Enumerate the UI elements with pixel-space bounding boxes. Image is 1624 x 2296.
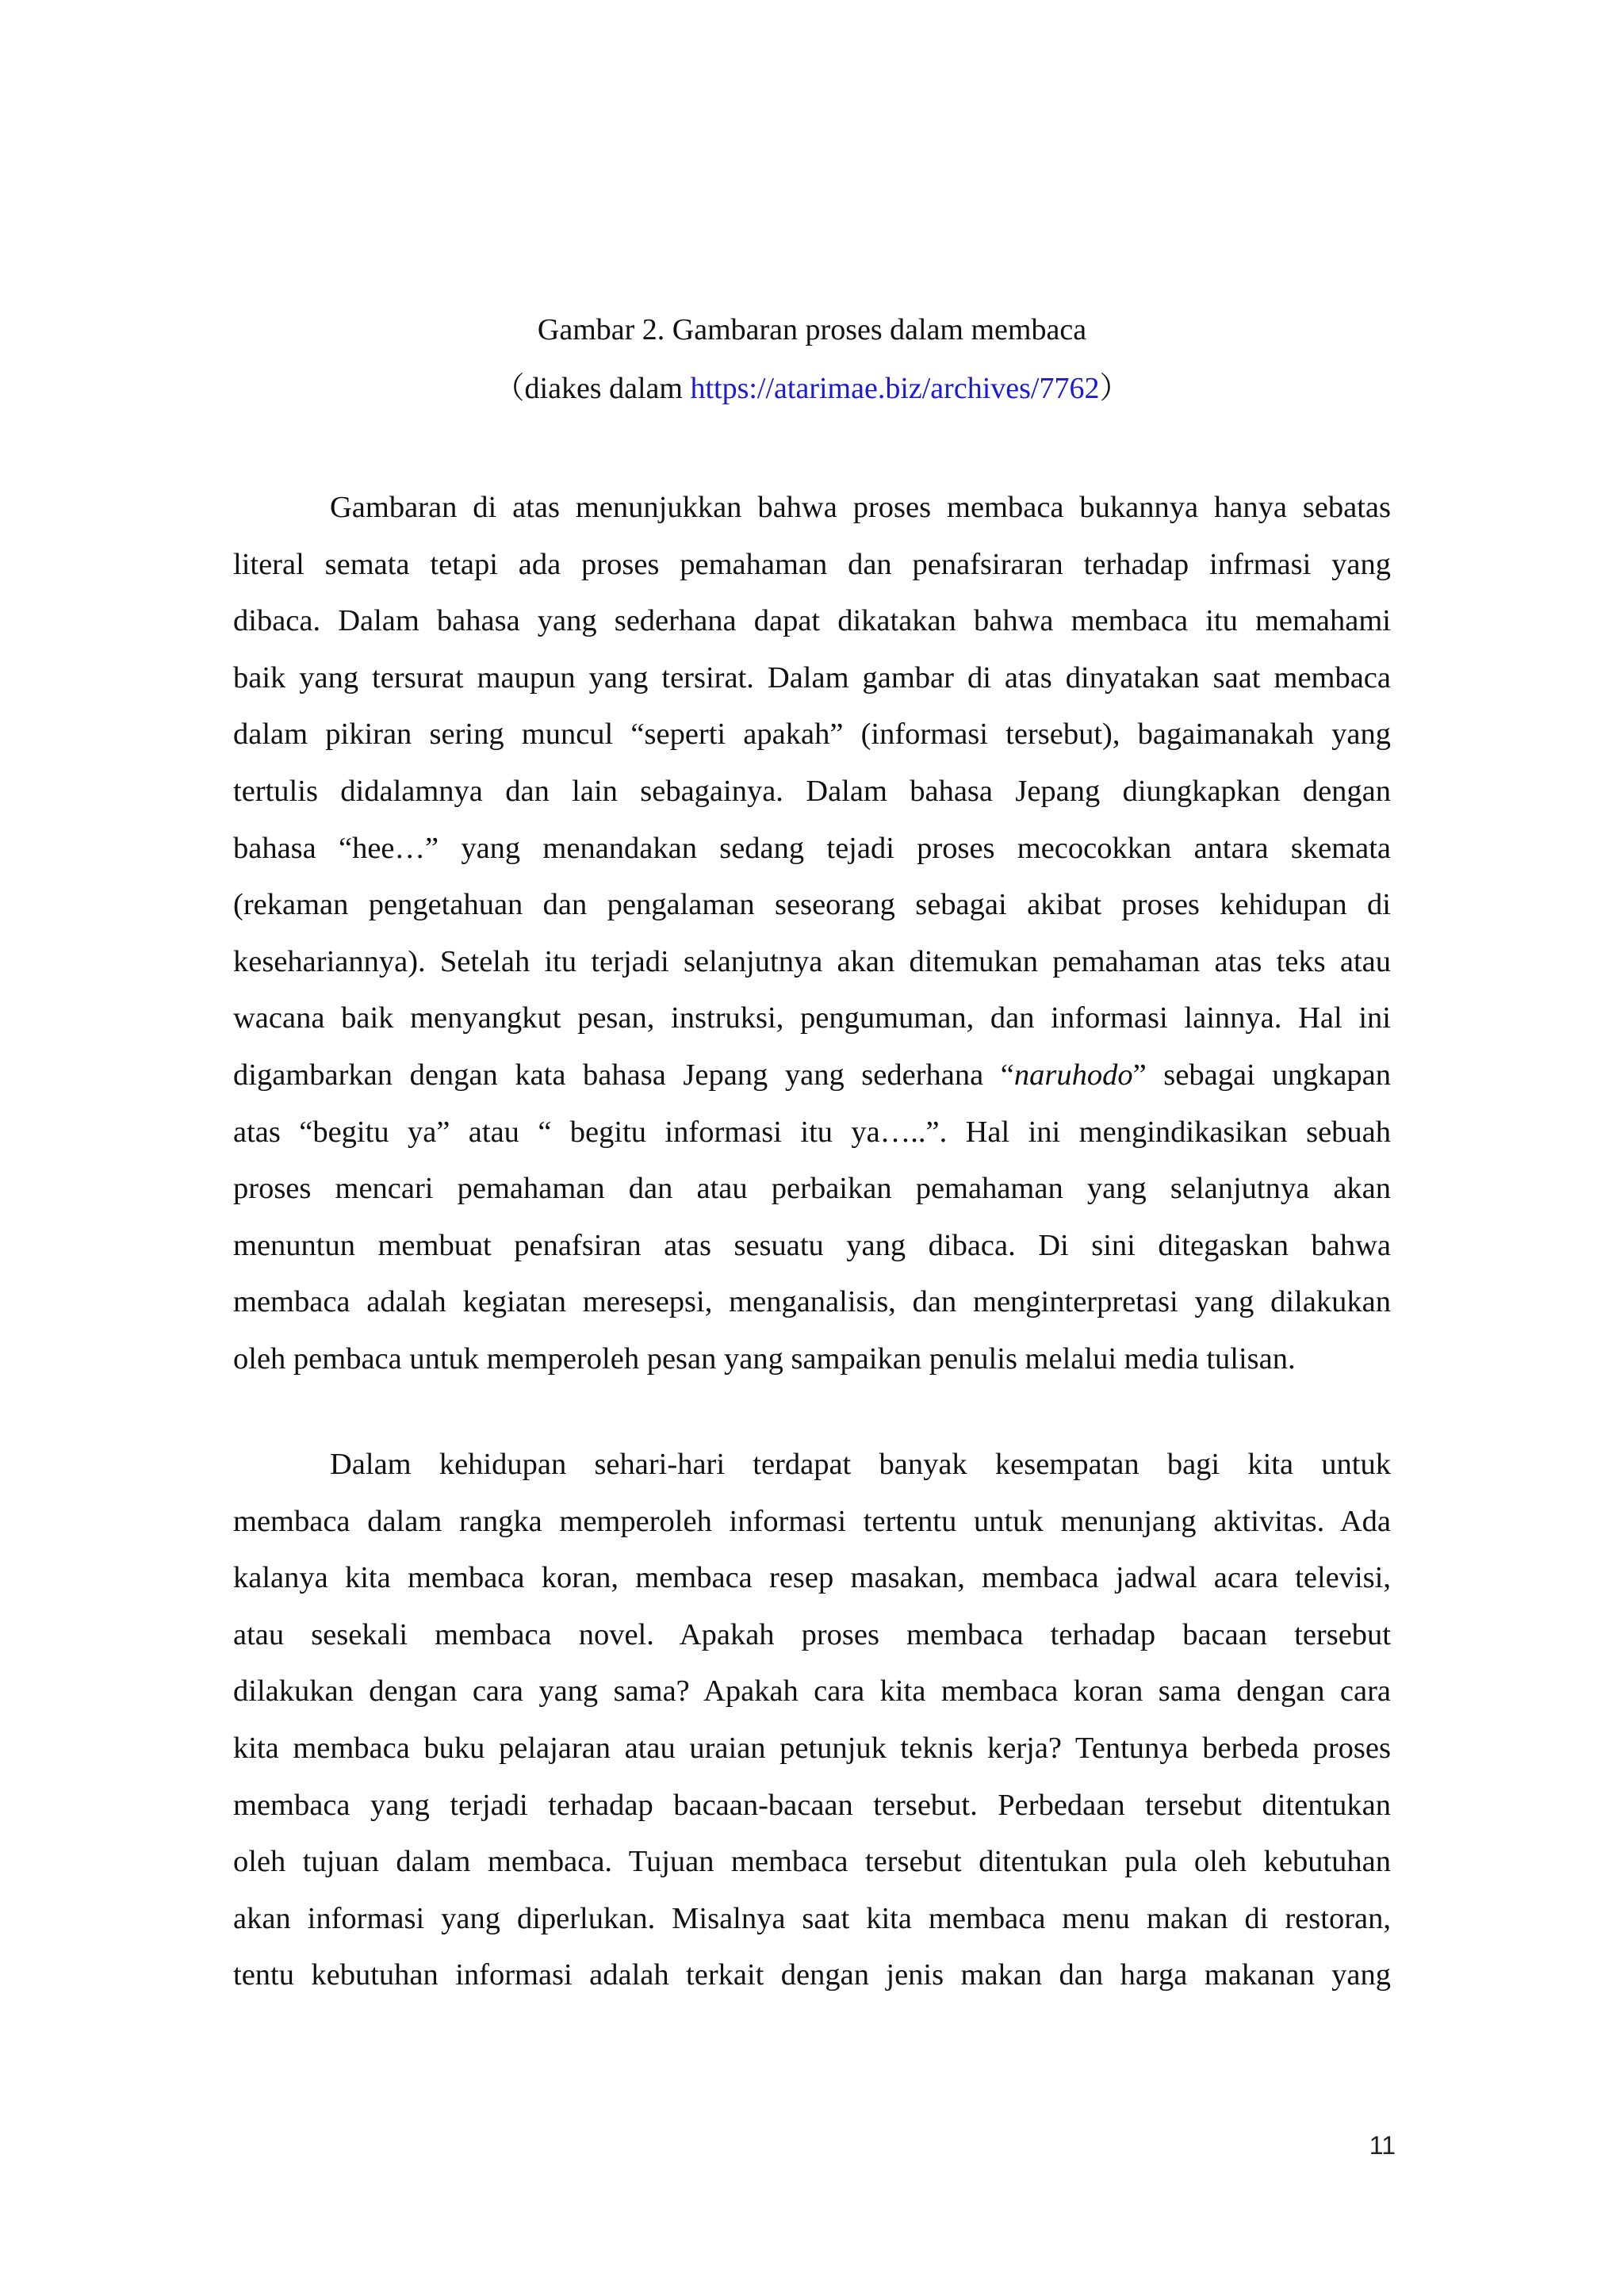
paragraph-line: dilakukan dengan cara yang sama? Apakah cara kita membaca koran sama dengan cara (233, 1674, 1391, 1709)
paragraph-line: kesehariannya). Setelah itu terjadi selanjutnya akan ditemukan pemahaman atas teks atau (233, 944, 1391, 978)
paragraph-line: proses mencari pemahaman dan atau perbaikan pemahaman yang selanjutnya akan (233, 1172, 1391, 1206)
paragraph-line: akan informasi yang diperlukan. Misalnya saat kita membaca menu makan di restoran, (233, 1901, 1391, 1935)
paragraph-line: baik yang tersurat maupun yang tersirat. Dalam gambar di atas dinyatakan saat membaca (233, 660, 1391, 695)
figure-caption-source (0, 369, 1624, 408)
paragraph-line: membaca adalah kegiatan meresepsi, menganalisis, dan menginterpretasi yang dilakukan (233, 1285, 1391, 1319)
source-link[interactable]: https://atarimae.biz/archives/7762 (690, 372, 1100, 405)
paragraph-line: dalam pikiran sering muncul “seperti apakah” (informasi tersebut), bagaimanakah yang (233, 718, 1391, 752)
paragraph-line: tentu kebutuhan informasi adalah terkait dengan jenis makan dan harga makanan yang (233, 1958, 1391, 1992)
paragraph-line: Gambaran di atas menunjukkan bahwa proses membaca bukannya hanya sebatas (330, 491, 1391, 524)
paragraph-line (233, 1047, 1391, 1104)
paragraph-line: wacana baik menyangkut pesan, instruksi, pengumuman, dan informasi lainnya. Hal ini (233, 1001, 1391, 1035)
caption-source-suffix: ） (1099, 372, 1130, 405)
caption-source-prefix: （diakes dalam (494, 372, 691, 405)
paragraph-line: atau sesekali membaca novel. Apakah proses membaca terhadap bacaan tersebut (233, 1617, 1391, 1651)
paragraph-line: literal semata tetapi ada proses pemahaman dan penafsiraran terhadap infrmasi yang (233, 547, 1391, 581)
paragraph-1 (233, 480, 1391, 1388)
paragraph-line: membaca yang terjadi terhadap bacaan-bacaan tersebut. Perbedaan tersebut ditentukan (233, 1788, 1391, 1822)
page-number: 11 (1369, 2131, 1396, 2160)
paragraph-line: menuntun membuat penafsiran atas sesuatu yang dibaca. Di sini ditegaskan bahwa (233, 1228, 1391, 1262)
paragraph-line: kalanya kita membaca koran, membaca resep masakan, membaca jadwal acara televisi, (233, 1561, 1391, 1595)
italic-term: naruhodo (1013, 1058, 1133, 1092)
figure-caption-title: Gambar 2. Gambaran proses dalam membaca (537, 313, 1087, 346)
paragraph-line: tertulis didalamnya dan lain sebagainya. Dalam bahasa Jepang diungkapkan dengan (233, 774, 1391, 808)
paragraph-2 (233, 1437, 1391, 2004)
paragraph-line: (rekaman pengetahuan dan pengalaman seseorang sebagai akibat proses kehidupan di (233, 888, 1391, 922)
paragraph-line: atas “begitu ya” atau “ begitu informasi itu ya…..”. Hal ini mengindikasikan sebuah (233, 1115, 1391, 1149)
paragraph-line: oleh pembaca untuk memperoleh pesan yang sampaikan penulis melalui media tulisan. (233, 1341, 1296, 1376)
paragraph-line: oleh tujuan dalam membaca. Tujuan membaca tersebut ditentukan pula oleh kebutuhan (233, 1845, 1391, 1879)
paragraph-line: dibaca. Dalam bahasa yang sederhana dapat dikatakan bahwa membaca itu memahami (233, 604, 1391, 638)
paragraph-line: Dalam kehidupan sehari-hari terdapat banyak kesempatan bagi kita untuk (330, 1448, 1391, 1481)
paragraph-line: kita membaca buku pelajaran atau uraian petunjuk teknis kerja? Tentunya berbeda proses (233, 1731, 1391, 1765)
line-text: digambarkan dengan kata bahasa Jepang yang sederhana “ (233, 1058, 1014, 1092)
paragraph-line: membaca dalam rangka memperoleh informasi tertentu untuk menunjang aktivitas. Ada (233, 1504, 1391, 1538)
line-text: ” sebagai ungkapan (1132, 1058, 1391, 1092)
paragraph-line: bahasa “hee…” yang menandakan sedang tejadi proses mecocokkan antara skemata (233, 831, 1391, 865)
